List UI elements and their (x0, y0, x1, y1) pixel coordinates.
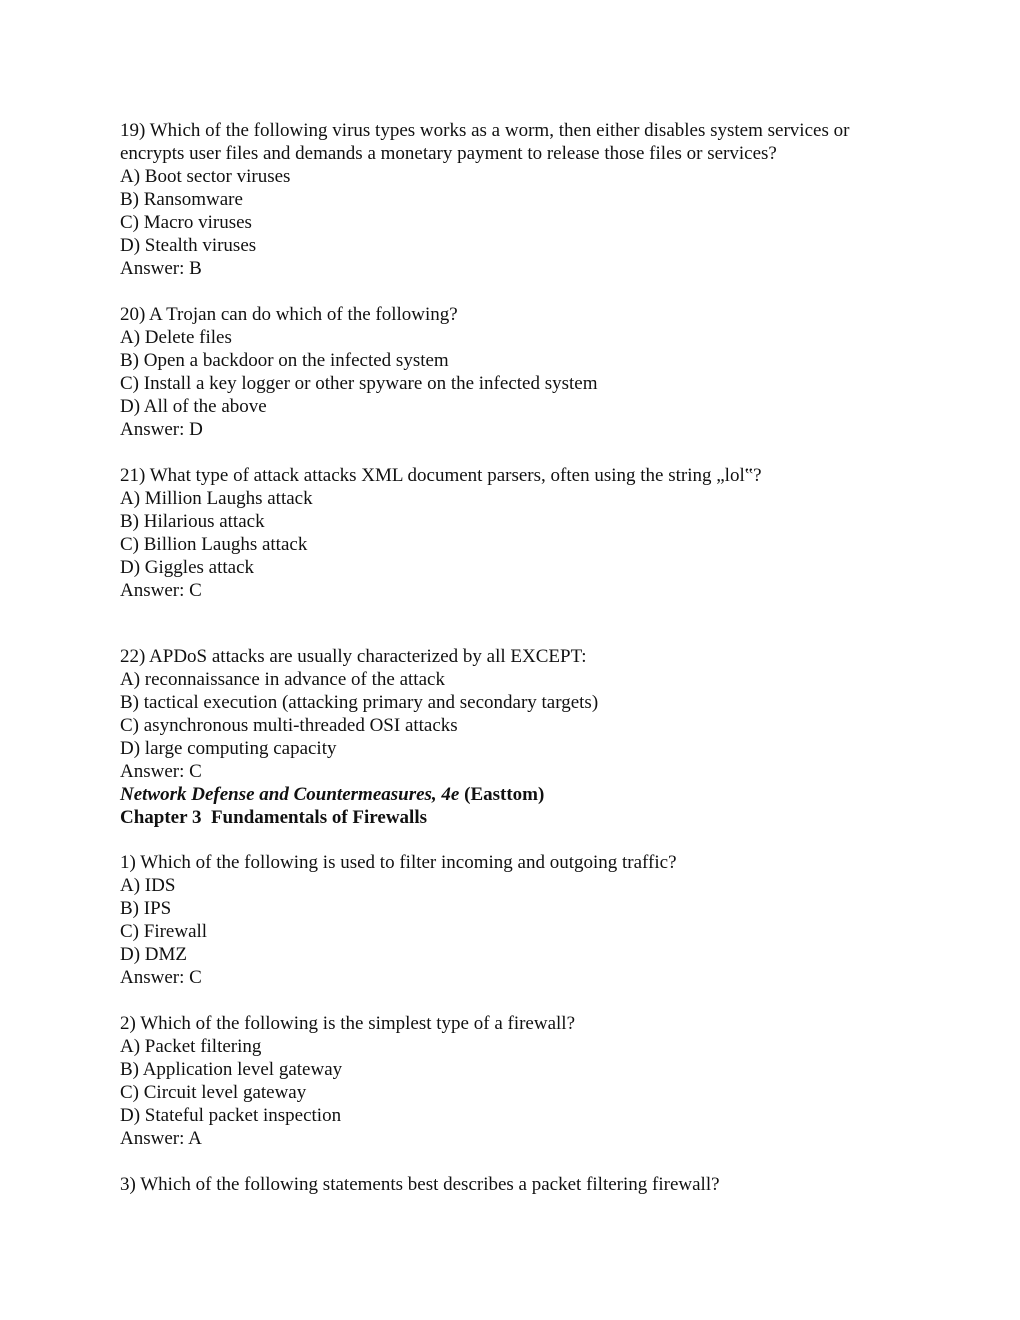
question-stem: 19) Which of the following virus types works as a worm, then either disables system services or (120, 120, 850, 141)
question-19 (120, 119, 920, 280)
answer: Answer: C (120, 580, 202, 601)
question-2 (120, 1012, 920, 1150)
option-d: D) large computing capacity (120, 738, 337, 759)
question-stem: 22) APDoS attacks are usually characterized by all EXCEPT: (120, 646, 587, 667)
option-a: A) Packet filtering (120, 1036, 262, 1057)
option-d: D) DMZ (120, 944, 188, 965)
question-1 (120, 851, 920, 989)
option-b: B) IPS (120, 898, 172, 919)
question-20 (120, 303, 920, 441)
answer: Answer: A (120, 1128, 202, 1149)
option-b: B) tactical execution (attacking primary and secondary targets) (120, 692, 599, 713)
option-c: C) Circuit level gateway (120, 1082, 307, 1103)
option-a: A) Boot sector viruses (120, 166, 291, 187)
option-c: C) Firewall (120, 921, 208, 942)
answer: Answer: B (120, 258, 202, 279)
option-b: B) Hilarious attack (120, 511, 265, 532)
option-a: A) Delete files (120, 327, 232, 348)
question-stem-continued: encrypts user files and demands a monetary payment to release those files or services? (120, 143, 777, 164)
option-b: B) Open a backdoor on the infected system (120, 350, 449, 371)
chapter-heading: Chapter 3 Fundamentals of Firewalls (120, 807, 427, 828)
question-21 (120, 464, 920, 602)
book-header (120, 783, 920, 806)
answer: Answer: C (120, 761, 202, 782)
option-c: C) Install a key logger or other spyware on the infected system (120, 373, 598, 394)
option-a: A) Million Laughs attack (120, 488, 313, 509)
option-d: D) Stateful packet inspection (120, 1105, 342, 1126)
question-stem: 2) Which of the following is the simplest type of a firewall? (120, 1013, 576, 1034)
question-3 (120, 1173, 920, 1196)
option-d: D) All of the above (120, 396, 267, 417)
option-a: A) IDS (120, 875, 176, 896)
question-stem: 20) A Trojan can do which of the following? (120, 304, 458, 325)
answer: Answer: D (120, 419, 203, 440)
question-stem: 21) What type of attack attacks XML document parsers, often using the string „lol‟? (120, 465, 762, 486)
answer: Answer: C (120, 967, 202, 988)
option-d: D) Giggles attack (120, 557, 255, 578)
option-d: D) Stealth viruses (120, 235, 257, 256)
book-title: Network Defense and Countermeasures, 4e (120, 784, 460, 805)
option-b: B) Application level gateway (120, 1059, 343, 1080)
option-a: A) reconnaissance in advance of the attack (120, 669, 445, 690)
option-c: C) asynchronous multi-threaded OSI attacks (120, 715, 458, 736)
option-b: B) Ransomware (120, 189, 243, 210)
option-c: C) Macro viruses (120, 212, 252, 233)
question-stem: 3) Which of the following statements best describes a packet filtering firewall? (120, 1174, 720, 1195)
option-c: C) Billion Laughs attack (120, 534, 308, 555)
question-22 (120, 645, 920, 783)
document-page (120, 119, 920, 1196)
question-stem: 1) Which of the following is used to filter incoming and outgoing traffic? (120, 852, 677, 873)
book-author: (Easttom) (464, 784, 545, 805)
